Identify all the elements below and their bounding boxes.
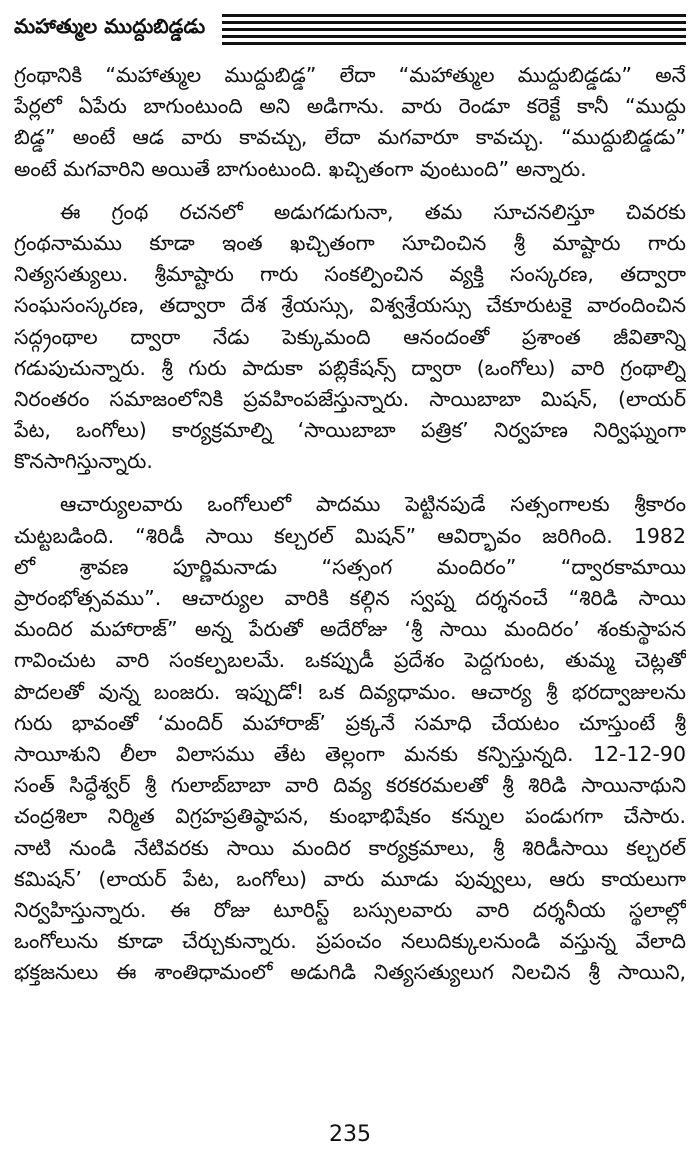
header-rule-4 <box>222 35 686 38</box>
text-line: కమిషన్’ (లాయర్ పేట, ఒంగోలు) వారు మూడు పువ్వులు, ఆరు కాయలుగా <box>14 866 686 891</box>
text-line: పొదలతో వున్న బంజరు. ఇప్పుడో! ఒక దివ్యధామం. ఆచార్య శ్రీ భరద్వాజులను <box>14 679 686 704</box>
text-line: కొనసాగిస్తున్నారు. <box>14 449 153 474</box>
text-line: చుట్టబడింది. “శిరిడీ సాయి కల్చరల్ మిషన్” ఆవిర్భావం జరిగింది. 1982 <box>14 523 686 548</box>
text-line: లో శ్రావణ పూర్ణిమనాడు “సత్సంగ మందిరం” “ద్వారకామాయి <box>14 554 686 579</box>
header-rules <box>222 14 686 49</box>
paragraph-3 <box>14 489 686 988</box>
text-line: భక్తజనులు ఈ శాంతిధామంలో అడుగిడి నిత్యసత్యులుగ నిలచిన శ్రీ సాయిని, <box>14 960 686 985</box>
header-rule-2 <box>222 21 686 24</box>
text-line: నిత్యసత్యులు. శ్రీమాష్టారు గారు సంకల్పించిన వ్యక్తి సంస్కరణ, తద్వారా <box>14 262 686 287</box>
text-line: సాయీశుని లీలా విలాసము తేట తెల్లంగా మనకు కన్పిస్తున్నది. 12-12-90 <box>14 741 686 766</box>
text-line: ఆచార్యులవారు ఒంగోలులో పాదము పెట్టినపుడే సత్సంగాలకు శ్రీకారం <box>60 492 686 517</box>
page-header <box>14 10 686 52</box>
text-line: గడుపుచున్నారు. శ్రీ గురు పాదుకా పబ్లికేషన్స్ ద్వారా (ఒంగోలు) వారి గ్రంథాల్ని <box>14 355 686 380</box>
header-rule-3 <box>222 28 686 31</box>
text-line: చంద్రశిలా నిర్మిత విగ్రహప్రతిష్ఠాపన, కుంభాభిషేకం కన్నుల పండుగగా చేసారు. <box>14 804 686 829</box>
text-line: ప్రారంభోత్సవము”. ఆచార్యుల వారికి కల్గిన స్వప్న దర్శనంచే “శిరిడి సాయి <box>14 586 686 610</box>
text-line: మందిర మహారాజ్” అన్న పేరుతో అదేరోజు ‘శ్రీ సాయి మందిరం’ శంకుస్థాపన <box>14 617 686 642</box>
text-line: గురు భావంతో ‘మందిర్ మహారాజ్’ ప్రక్కనే సమాధి చేయటం చూస్తుంటే శ్రీ <box>14 710 686 735</box>
page-number: 235 <box>329 1122 371 1147</box>
header-rule-1 <box>222 14 686 17</box>
text-line: బిడ్డ” అంటే ఆడ వారు కావచ్చు, లేదా మగవారూ కావచ్చు. “ముద్దుబిడ్డడు” <box>14 125 686 150</box>
text-line: సంత్ సిద్ధేశ్వర్ శ్రీ గులాబ్‌బాబా వారి దివ్య కరకరమలతో శ్రీ శిరిడి సాయినాథుని <box>14 773 686 798</box>
text-line: ఒంగోలును కూడా చేర్చుకున్నారు. ప్రపంచం నలుదిక్కులనుండి వస్తున్న వేలాది <box>14 929 686 954</box>
text-line: పేట, ఒంగోలు) కార్యక్రమాల్ని ‘సాయిబాబా పత్రిక’ నిర్వహణ నిర్విఘ్నంగా <box>14 418 686 443</box>
text-line: గ్రంథనామము కూడా ఇంత ఖచ్చితంగా సూచించిన శ్రీ మాష్టారు గారు <box>14 230 686 255</box>
text-line: సంఘసంస్కరణ, తద్వారా దేశ శ్రేయస్సు, విశ్వశ్రేయస్సు చేకూరుటకై వారందించిన <box>14 293 686 318</box>
paragraph-1 <box>14 60 686 185</box>
header-rule-5 <box>222 42 686 45</box>
text-line: నిర్వహిస్తున్నారు. ఈ రోజు టూరిస్ట్ బస్సులవారు వారి దర్శనీయ స్థలాల్లో <box>14 897 686 922</box>
text-line: గ్రంథానికి “మహాత్ముల ముద్దుబిడ్డ” లేదా “మహాత్ముల ముద్దుబిడ్డడు” అనే <box>14 63 686 87</box>
text-line: నాటి నుండి నేటివరకు సాయి మందిర కార్యక్రమాలు, శ్రీ శిరిడీసాయి కల్చరల్ <box>14 835 686 860</box>
paragraph-2 <box>14 197 686 478</box>
text-line: నిరంతరం సమాజంలోనికి ప్రవహింపజేస్తున్నారు. సాయిబాబా మిషన్, (లాయర్ <box>14 386 686 411</box>
text-line: ఈ గ్రంథ రచనలో అడుగడుగునా, తమ సూచనలిస్తూ చివరకు <box>60 199 686 224</box>
body-text <box>14 60 686 1000</box>
text-line: గావించుట వారి సంకల్పబలమే. ఒకప్పుడీ ప్రదేశం పెద్దగుంట, తుమ్మ చెట్లతో <box>14 648 686 673</box>
running-title: మహాత్ముల ముద్దుబిడ్డడు <box>14 14 206 38</box>
text-line: అంటే మగవారిని అయితే బాగుంటుంది. ఖచ్చితంగా వుంటుంది” అన్నారు. <box>14 156 587 181</box>
text-line: సద్గ్రంథాల ద్వారా నేడు పెక్కుమంది ఆనందంతో ప్రశాంత జీవితాన్ని <box>14 324 686 349</box>
text-line: పేర్లలో ఏపేరు బాగుంటుంది అని అడిగాను. వారు రెండూ కరెక్టే కానీ “ముద్దు <box>14 94 686 119</box>
